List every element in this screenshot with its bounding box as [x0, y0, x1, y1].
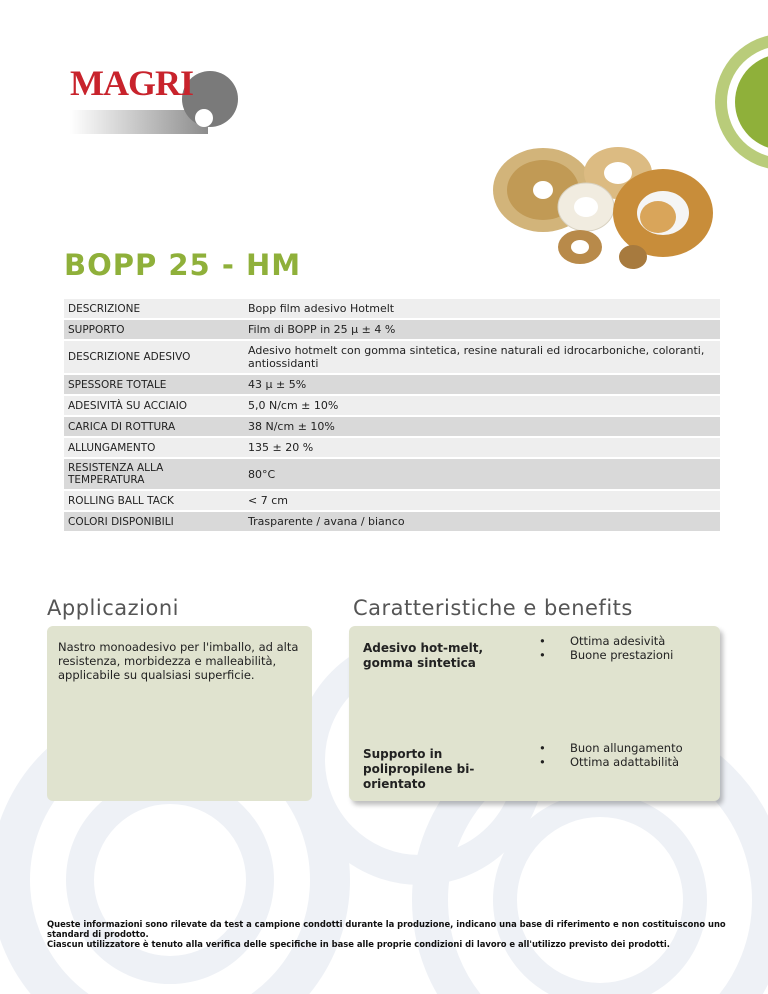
list-item: • Ottima adesività [539, 634, 673, 648]
spec-value: 135 ± 20 % [244, 437, 720, 458]
tape-rolls-image [488, 145, 718, 275]
table-row [64, 374, 720, 395]
product-title: BOPP 25 - HM [64, 248, 302, 282]
table-row [64, 458, 720, 490]
caratteristiche-box [349, 626, 720, 801]
spec-label: COLORI DISPONIBILI [64, 511, 244, 532]
spec-label: ALLUNGAMENTO [64, 437, 244, 458]
benefit-list [539, 634, 673, 662]
benefit-list [539, 741, 683, 769]
brand-name: MAGRI [70, 63, 193, 103]
disclaimer [47, 919, 727, 949]
spec-label: ADESIVITÀ SU ACCIAIO [64, 395, 244, 416]
spec-value: 80°C [244, 458, 720, 490]
spec-label: SUPPORTO [64, 319, 244, 340]
spec-label: RESISTENZA ALLA TEMPERATURA [64, 458, 244, 490]
table-row [64, 299, 720, 319]
list-item: • Buon allungamento [539, 741, 683, 755]
spec-value: Bopp film adesivo Hotmelt [244, 299, 720, 319]
spec-value: 38 N/cm ± 10% [244, 416, 720, 437]
spec-label: ROLLING BALL TACK [64, 490, 244, 511]
applicazioni-box [47, 626, 312, 801]
table-row [64, 511, 720, 532]
applicazioni-heading: Applicazioni [47, 596, 179, 620]
applicazioni-text: Nastro monoadesivo per l'imballo, ad alta resistenza, morbidezza e malleabilità, applicabile su qualsiasi superficie. [58, 640, 299, 682]
spec-value: 5,0 N/cm ± 10% [244, 395, 720, 416]
table-row [64, 437, 720, 458]
feature-label: Supporto in polipropilene bi-orientato [363, 747, 475, 791]
spec-value: 43 μ ± 5% [244, 374, 720, 395]
table-row [64, 395, 720, 416]
table-row [64, 416, 720, 437]
spec-value: Adesivo hotmelt con gomma sintetica, resine naturali ed idrocarboniche, coloranti, antiossidanti [244, 340, 720, 374]
spec-label: SPESSORE TOTALE [64, 374, 244, 395]
spec-label: DESCRIZIONE [64, 299, 244, 319]
spec-label: CARICA DI ROTTURA [64, 416, 244, 437]
disclaimer-line: Queste informazioni sono rilevate da test a campione condotti durante la produzione, indicano una base di riferimento e non costituiscono uno standard di prodotto. [47, 919, 726, 939]
caratteristiche-heading: Caratteristiche e benefits [353, 596, 633, 620]
feature-label: Adesivo hot-melt, gomma sintetica [363, 641, 484, 670]
spec-value: Trasparente / avana / bianco [244, 511, 720, 532]
disclaimer-line: Ciascun utilizzatore è tenuto alla verifica delle specifiche in base alle proprie condizioni di lavoro e all'utilizzo previsto dei prodotti. [47, 939, 670, 949]
table-row [64, 490, 720, 511]
spec-value: < 7 cm [244, 490, 720, 511]
spec-table [64, 299, 720, 533]
table-row [64, 340, 720, 374]
table-row [64, 319, 720, 340]
spec-label: DESCRIZIONE ADESIVO [64, 340, 244, 374]
list-item: • Ottima adattabilità [539, 755, 683, 769]
magri-logo [68, 62, 243, 142]
spec-value: Film di BOPP in 25 μ ± 4 % [244, 319, 720, 340]
list-item: • Buone prestazioni [539, 648, 673, 662]
